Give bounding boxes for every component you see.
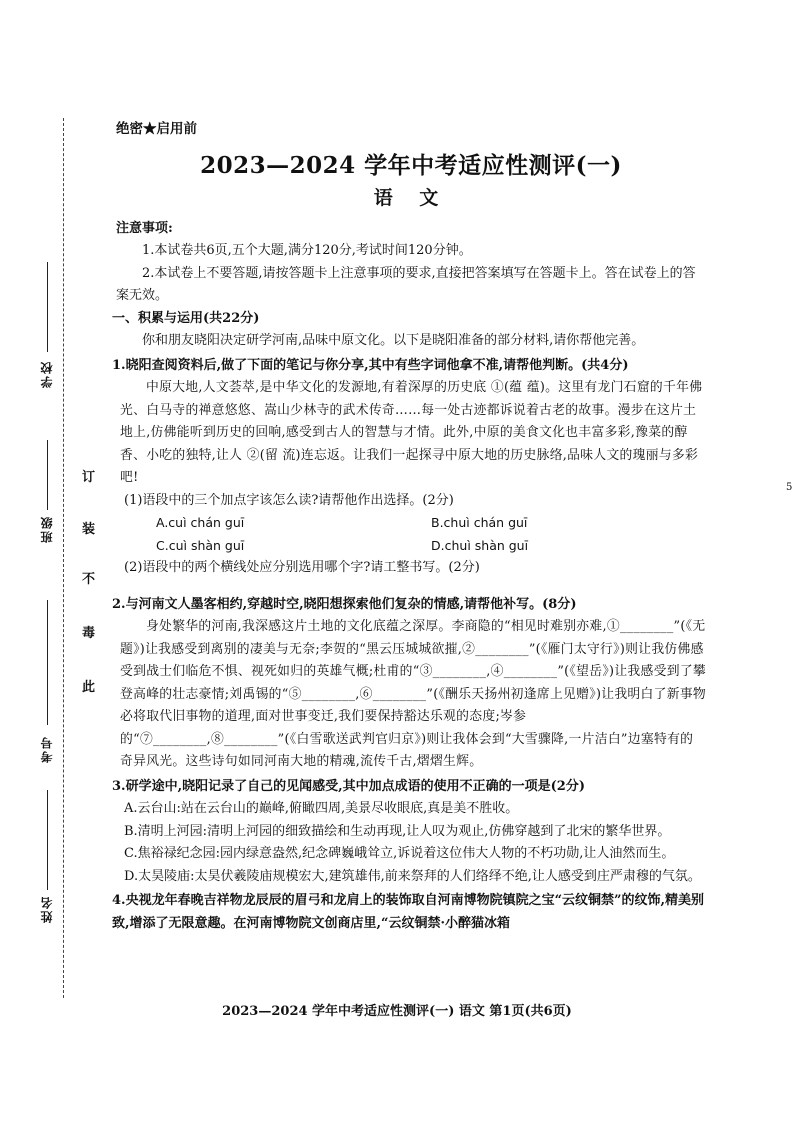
question-1-sub-1: (1)语段中的三个加点字该怎么读?请帮他作出选择。(2分) — [124, 492, 454, 508]
subject-title: 语 文 — [373, 187, 449, 209]
question-3-option-b: B.清明上河园:清明上河园的细致描绘和生动再现,让人叹为观止,仿佛穿越到了北宋的繁华世界。 — [124, 823, 671, 839]
notice-item-2: 2.本试卷上不要答题,请按答题卡上注意事项的要求,直接把答案填写在答题卡上。答在试卷上的答案无效。 — [116, 265, 696, 303]
question-1-stem: 1.晓阳查阅资料后,做了下面的笔记与你分享,其中有些字词他拿不准,请帮他判断。(共4分) — [112, 357, 629, 373]
question-1-sub-2: (2)语段中的两个横线处应分别选用哪个字?请工整书写。(2分) — [124, 560, 480, 575]
name-field-line — [47, 790, 48, 890]
question-3-option-d: D.太昊陵庙:太昊伏羲陵庙规模宏大,建筑雄伟,前来祭拜的人们络绎不绝,让人感受到庄严肃穆的气氛。 — [124, 868, 701, 884]
question-3-stem: 3.研学途中,晓阳记录了自己的见闻感受,其中加点成语的使用不正确的一项是(2分) — [112, 778, 585, 794]
section-1-heading: 一、积累与运用(共22分) — [112, 310, 260, 326]
class-field-line — [47, 440, 48, 510]
question-1-passage: 中原大地,人文荟萃,是中华文化的发源地,有着深厚的历史底 ①(蕴 蕴)。这里有龙门石窟的千年佛光、白马寺的禅意悠悠、嵩山少林寺的武术传奇……每一处古迹都诉说着古老的故事。漫步在这片土地上,仿佛能听到历史的回响,感受到古人的智慧与才情。此外,中原的美食文化也丰富多彩,豫菜的醇香、小吃的独特,让人 ②(留 流)连忘返。让我们一起探寻中原大地的历史脉络,品味人文的瑰丽与多彩吧! — [120, 380, 703, 485]
exam-title: 2023—2024 学年中考适应性测评(一) — [200, 151, 622, 179]
name-label: 姓名 — [40, 895, 54, 923]
seal-char-zhuang: 装 — [82, 522, 96, 537]
question-2-passage: 身处繁华的河南,我深感这片土地的文化底蕴之深厚。李商隐的“相见时难别亦难,①________”(《无题》)让我感受到离别的凄美与无奈;李贺的“黑云压城城欲摧,②________”(《雁门太守行》)则让我仿佛感受到战士们临危不惧、视死如归的英雄气概;杜甫的“③________,④________”(《望岳》)让我感受到了攀登高峰的壮志豪情;刘禹锡的“⑤________,⑥________”(《酬乐天扬州初逢席上见赠》)让我明白了新事物必将取代旧事物的道理,面对世事变迁,我们要保持豁达乐观的态度;岑参的“⑦________,⑧________”(《白雪歌送武判官归京》)则让我体会到“大雪骤降,一片洁白”边塞特有的奇异风光。这些诗句如同河南大地的精魂,流传千古,熠熠生辉。 — [120, 619, 707, 769]
seal-char-bu: 不 — [82, 572, 96, 587]
exam-number-label: 考号 — [40, 735, 54, 763]
school-field-line — [47, 262, 48, 352]
exam-content — [112, 118, 707, 935]
question-3-option-c: C.焦裕禄纪念园:园内绿意盎然,纪念碑巍峨耸立,诉说着这位伟大人物的不朽功勋,让人油然而生。 — [124, 846, 675, 861]
section-1-intro: 你和朋友晓阳决定研学河南,品味中原文化。以下是晓阳准备的部分材料,请你帮他完善。 — [142, 333, 645, 348]
exam-number-field-line — [47, 600, 48, 725]
notice-heading: 注意事项: — [116, 220, 173, 236]
question-2-stem: 2.与河南文人墨客相约,穿越时空,晓阳想探索他们复杂的情感,请帮他补写。(8分) — [112, 596, 577, 612]
class-label: 班级 — [40, 515, 54, 543]
seal-char-ci: 此 — [82, 680, 96, 695]
option-d: D.chuì shàn guī — [431, 537, 529, 553]
school-label: 学校 — [40, 360, 54, 388]
question-3-option-a: A.云台山:站在云台山的巅峰,俯瞰四周,美景尽收眼底,真是美不胜收。 — [124, 801, 519, 816]
option-b: B.chuì chán guī — [431, 515, 528, 530]
option-c: C.cuì shàn guī — [156, 537, 245, 553]
question-4-stem: 4.央视龙年春晚吉祥物龙辰辰的眉弓和龙肩上的装饰取自河南博物院镇院之宝“云纹铜禁”的纹饰,精美别致,增添了无限意趣。在河南博物院文创商店里,“云纹铜禁·小醉猫冰箱 — [112, 893, 705, 931]
notice-item-1: 1.本试卷共6页,五个大题,满分120分,考试时间120分钟。 — [142, 243, 472, 258]
binding-dashed-line — [63, 118, 64, 998]
seal-char-ding: 订 — [82, 470, 96, 485]
seal-char-du: 毒 — [82, 626, 96, 641]
page-footer: 2023—2024 学年中考适应性测评(一) 语文 第1页(共6页) — [222, 1004, 572, 1019]
edge-mark: 5 — [786, 482, 793, 493]
question-1-options — [116, 512, 706, 557]
secret-label: 绝密★启用前 — [116, 121, 197, 137]
option-a: A.cuì chán guī — [156, 515, 245, 530]
